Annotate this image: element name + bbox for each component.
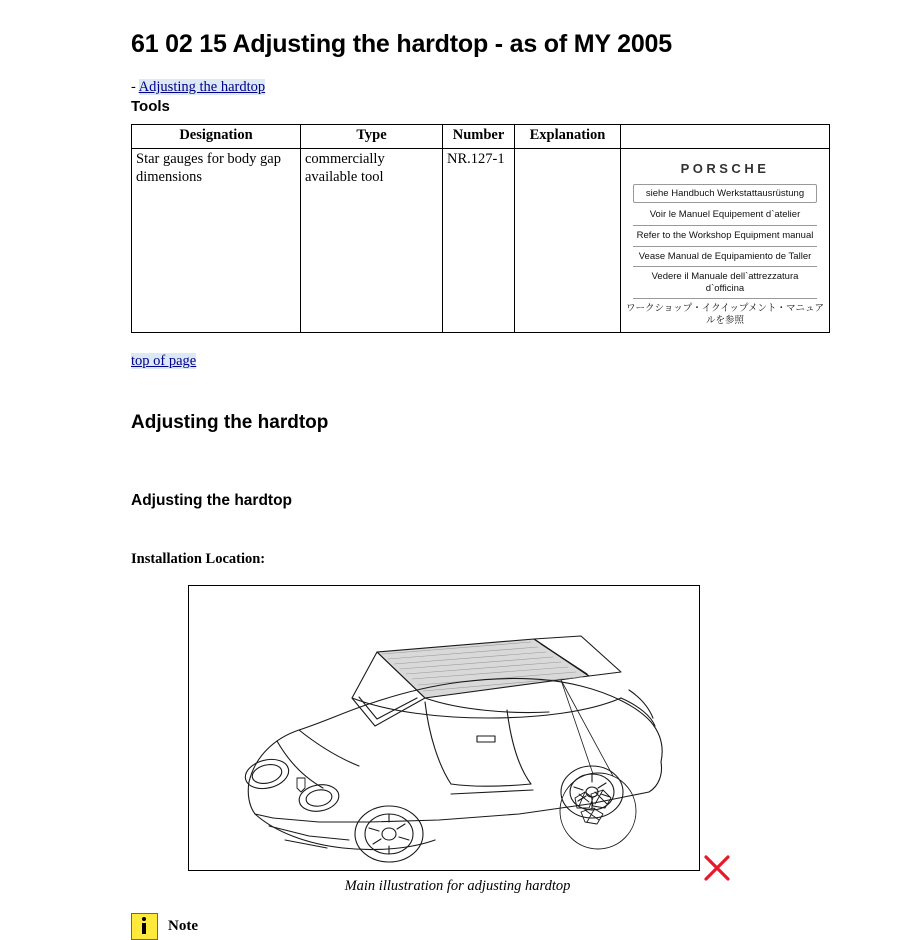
tools-heading: Tools [131, 98, 170, 115]
note-block [131, 913, 791, 940]
tools-table [131, 124, 830, 333]
porsche-tool-label [625, 151, 825, 330]
subsection-heading: Adjusting the hardtop [131, 492, 293, 510]
document-content [131, 0, 825, 940]
section-heading: Adjusting the hardtop [131, 412, 329, 434]
top-of-page-link[interactable]: top of page [131, 353, 197, 370]
cell-explanation [515, 149, 621, 333]
tool-label-line-de: siehe Handbuch Werkstattausrüstung [633, 184, 817, 204]
tool-label-line-fr: Voir le Manuel Equipement d`atelier [633, 205, 817, 226]
anchor-dash: - [131, 79, 136, 95]
installation-location-label: Installation Location: [131, 551, 266, 568]
cell-tool-image [621, 149, 830, 333]
red-x-marker [704, 855, 730, 881]
cell-type: commercially available tool [301, 149, 443, 333]
porsche-wordmark: PORSCHE [680, 161, 770, 176]
tool-label-line-en: Refer to the Workshop Equipment manual [633, 226, 817, 247]
tool-label-line-es: Vease Manual de Equipamiento de Taller [633, 247, 817, 268]
tool-label-line-it: Vedere il Manuale dell`attrezzatura d`officina [633, 267, 817, 299]
figure-caption: Main illustration for adjusting hardtop [344, 878, 571, 895]
tool-label-line-ja: ワークショップ・イクイップメント・マニュアルを参照 [625, 303, 825, 326]
top-of-page [131, 353, 791, 370]
main-illustration-figure [188, 585, 700, 871]
column-header-number: Number [443, 125, 515, 149]
cell-number: NR.127-1 [443, 149, 515, 333]
column-header-type: Type [301, 125, 443, 149]
anchor-line [131, 79, 791, 96]
column-header-explanation: Explanation [515, 125, 621, 149]
column-header-image [621, 125, 830, 149]
table-header-row [132, 125, 830, 149]
info-icon [131, 913, 158, 940]
column-header-designation: Designation [132, 125, 301, 149]
anchor-link-adjusting-hardtop[interactable]: Adjusting the hardtop [138, 79, 266, 95]
note-label: Note [168, 918, 198, 935]
cell-designation: Star gauges for body gap dimensions [132, 149, 301, 333]
table-row [132, 149, 830, 333]
page-title: 61 02 15 Adjusting the hardtop - as of MY 2005 [131, 30, 672, 58]
car-illustration [189, 586, 699, 870]
